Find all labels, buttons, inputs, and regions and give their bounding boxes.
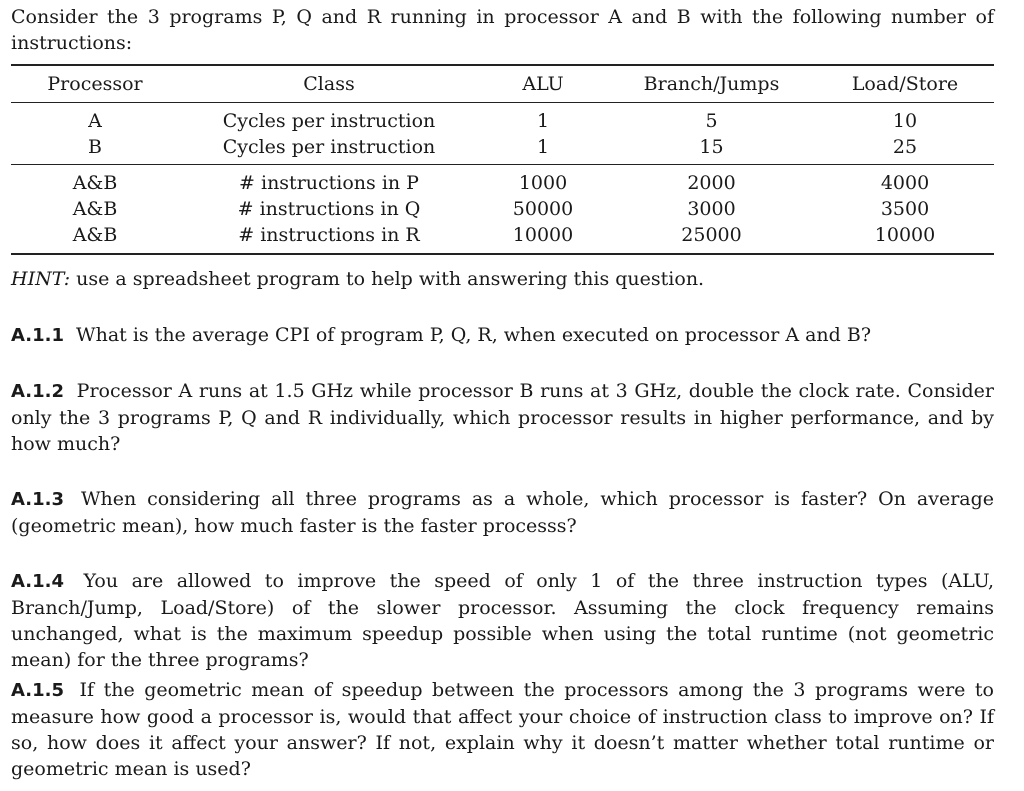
cell-processor: A&B (72, 224, 118, 246)
question-text: If the geometric mean of speedup between the processors among the 3 programs were to measure how good a processor is, would that affect your choice of instruction class to improve on? If so, how does it affect your answer? If not, explain why it doesn’t matter whether total runtime or geometric mean is used? (11, 679, 994, 780)
cell-processor: A&B (72, 172, 118, 194)
instruction-table (11, 64, 994, 255)
header-class: Class (303, 73, 355, 95)
table-row (11, 222, 994, 254)
header-processor: Processor (47, 73, 143, 95)
cell-branch: 15 (699, 136, 724, 158)
cell-alu: 1 (536, 136, 550, 158)
cell-alu: 10000 (512, 224, 574, 246)
question-a-1-3 (11, 486, 994, 539)
cell-processor: A (88, 110, 102, 132)
cell-class: Cycles per instruction (222, 110, 436, 132)
cell-processor: A&B (72, 198, 118, 220)
question-a-1-5 (11, 677, 994, 782)
question-number: A.1.2 (11, 381, 64, 402)
question-a-1-4 (11, 568, 994, 673)
cell-alu: 1000 (518, 172, 568, 194)
cell-branch: 2000 (687, 172, 736, 194)
cell-alu: 1 (536, 110, 550, 132)
cell-loadstore: 4000 (880, 172, 930, 194)
cell-class: # instructions in P (239, 172, 419, 194)
hint-paragraph (11, 266, 994, 292)
table-header-row (11, 65, 994, 103)
hint-text: use a spreadsheet program to help with answering this question. (76, 268, 705, 290)
cell-alu: 50000 (512, 198, 574, 220)
cell-loadstore: 10 (892, 110, 918, 132)
table-row (11, 134, 994, 165)
cell-loadstore: 25 (892, 136, 918, 158)
table-row (11, 103, 994, 135)
hint-label: HINT: (11, 268, 71, 290)
question-a-1-2 (11, 378, 994, 457)
header-alu: ALU (522, 73, 564, 95)
question-text: Processor A runs at 1.5 GHz while processor B runs at 3 GHz, double the clock rate. Consider only the 3 programs P, Q and R individually, which processor results in higher performance, and by how much? (11, 380, 994, 455)
cell-branch: 25000 (681, 224, 742, 246)
cell-class: Cycles per instruction (222, 136, 436, 158)
question-number: A.1.1 (11, 325, 64, 346)
header-load-store: Load/Store (851, 73, 959, 95)
intro-paragraph: Consider the 3 programs P, Q and R running in processor A and B with the following number of instructions: (11, 6, 994, 54)
cell-loadstore: 3500 (880, 198, 930, 220)
cell-class: # instructions in R (238, 224, 420, 246)
question-number: A.1.5 (11, 680, 64, 701)
cell-branch: 5 (705, 110, 718, 132)
question-text: What is the average CPI of program P, Q, R, when executed on processor A and B? (76, 324, 872, 346)
question-number: A.1.4 (11, 571, 64, 592)
cell-branch: 3000 (687, 198, 736, 220)
header-branch-jumps: Branch/Jumps (643, 73, 780, 95)
question-number: A.1.3 (11, 489, 64, 510)
cell-class: # instructions in Q (237, 198, 421, 220)
question-text: You are allowed to improve the speed of only 1 of the three instruction types (ALU, Branch/Jump, Load/Store) of the slower processor. Assuming the clock frequency remains unchanged, what is the maximum speedup possible when using the total runtime (not geometric mean) for the three programs? (11, 570, 994, 671)
question-a-1-1 (11, 322, 994, 349)
table-row (11, 165, 994, 197)
table-row (11, 196, 994, 222)
cell-processor: B (88, 136, 102, 158)
cell-loadstore: 10000 (874, 224, 936, 246)
question-text: When considering all three programs as a whole, which processor is faster? On average (geometric mean), how much faster is the faster processs? (11, 488, 995, 537)
